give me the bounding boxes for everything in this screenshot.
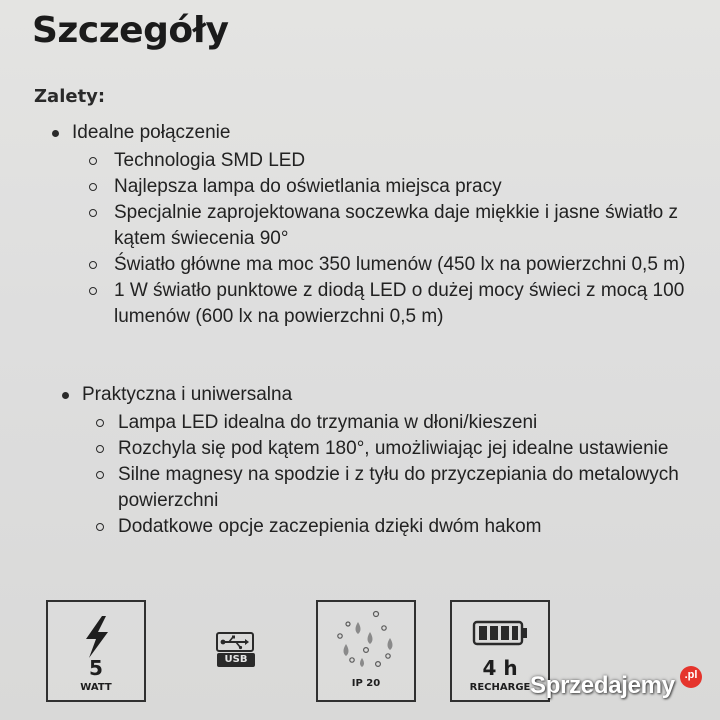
- watermark-logo: Sprzedajemy: [530, 672, 675, 699]
- sub-item-text: Technologia SMD LED: [114, 150, 306, 171]
- sub-list-item: [0, 514, 720, 540]
- circle-bullet-icon: [96, 471, 104, 479]
- group-label: Praktyczna i uniwersalna: [82, 384, 293, 405]
- circle-bullet-icon: [89, 261, 97, 269]
- sub-item-text: Silne magnesy na spodzie i z tyłu do przyczepiania do metalowych powierzchni: [118, 464, 679, 511]
- sub-item-text: Rozchyla się pod kątem 180°, umożliwiając jej idealne ustawienie: [118, 438, 669, 459]
- sub-item-text: Lampa LED idealna do trzymania w dłoni/kieszeni: [118, 412, 538, 433]
- circle-bullet-icon: [96, 419, 104, 427]
- sub-list: [0, 148, 720, 330]
- list-item: [0, 120, 720, 148]
- ip-rating-caption: IP 20: [351, 678, 381, 689]
- wattage-caption: WATT: [80, 682, 112, 693]
- watermark-badge-text: .pl: [684, 669, 698, 681]
- recharge-caption: RECHARGE: [469, 682, 531, 693]
- feature-group-idealne-polaczenie: [0, 120, 720, 330]
- sub-list-item: [0, 436, 720, 462]
- wattage-value: 5: [89, 656, 103, 680]
- feature-ip-rating: [316, 600, 416, 702]
- page-title: Szczegóły: [32, 10, 229, 51]
- circle-bullet-icon: [96, 445, 104, 453]
- circle-bullet-icon: [89, 209, 97, 217]
- sub-item-text: Światło główne ma moc 350 lumenów (450 lx na powierzchni 0,5 m): [114, 254, 686, 275]
- bullet-dot-icon: [62, 392, 69, 399]
- feature-watt: [46, 600, 146, 702]
- water-drops-icon: [318, 606, 414, 678]
- sub-list: [0, 410, 720, 540]
- sub-list-item: [0, 252, 720, 278]
- sub-list-item: [0, 278, 720, 330]
- recharge-time-value: 4 h: [482, 656, 518, 680]
- usb-icon: [214, 632, 258, 654]
- circle-bullet-icon: [89, 157, 97, 165]
- circle-bullet-icon: [96, 523, 104, 531]
- sub-list-item: [0, 148, 720, 174]
- list-item: [0, 382, 720, 410]
- feature-group-praktyczna-i-uniwersalna: [0, 382, 720, 540]
- group-label: Idealne połączenie: [72, 122, 231, 143]
- sub-item-text: 1 W światło punktowe z diodą LED o dużej mocy świeci z mocą 100 lumenów (600 lx na powierzchni 0,5 m): [114, 280, 685, 327]
- sub-list-item: [0, 174, 720, 200]
- sub-list-item: [0, 462, 720, 514]
- sub-list-item: [0, 410, 720, 436]
- circle-bullet-icon: [89, 287, 97, 295]
- section-label-zalety: Zalety:: [34, 86, 106, 107]
- sub-item-text: Najlepsza lampa do oświetlania miejsca pracy: [114, 176, 502, 197]
- usb-caption: USB: [217, 653, 255, 667]
- battery-icon: [450, 616, 550, 656]
- sub-item-text: Specjalnie zaprojektowana soczewka daje miękkie i jasne światło z kątem świecenia 90°: [114, 202, 678, 249]
- circle-bullet-icon: [89, 183, 97, 191]
- bullet-dot-icon: [52, 130, 59, 137]
- watermark-badge: [680, 666, 702, 688]
- sub-item-text: Dodatkowe opcje zaczepienia dzięki dwóm hakom: [118, 516, 542, 537]
- sub-list-item: [0, 200, 720, 252]
